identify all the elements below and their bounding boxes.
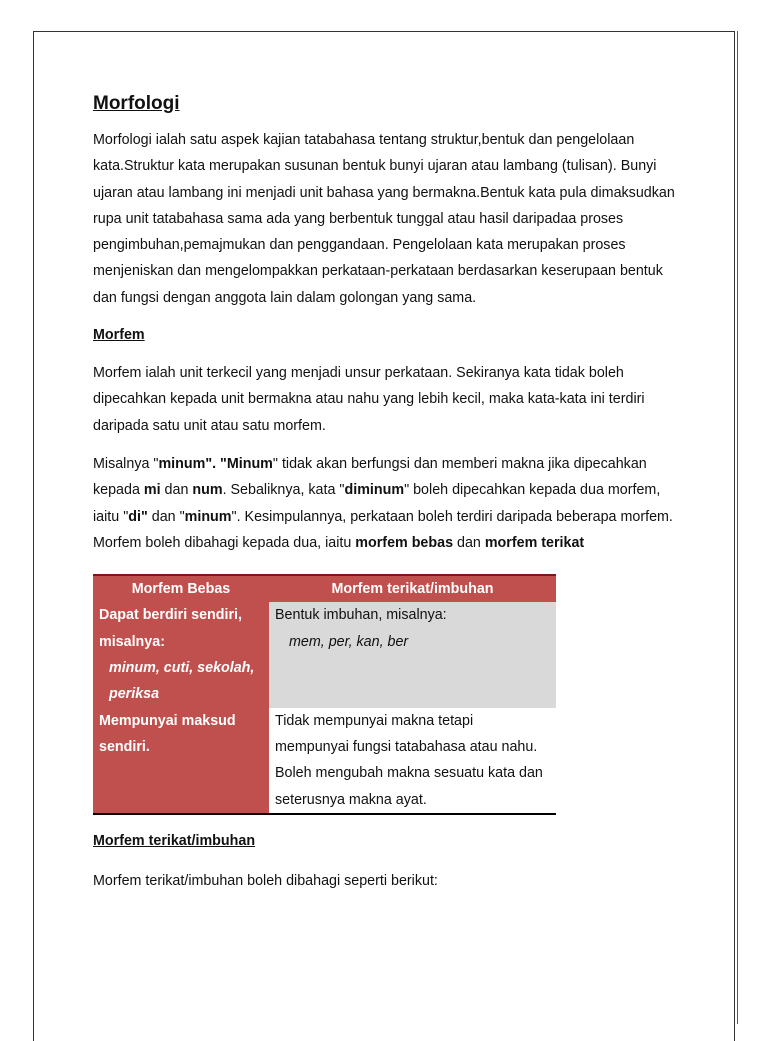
table-row [93,708,556,814]
table-header-bebas: Morfem Bebas [93,575,269,602]
document-content [93,92,683,894]
table-row [93,602,556,707]
morfem-heading: Morfem [93,327,145,344]
table-cell: Mempunyai maksud sendiri. [93,708,269,814]
morfem-table [93,574,556,815]
page-title: Morfologi [93,93,180,114]
table-cell: Bentuk imbuhan, misalnya: mem, per, kan, ber [269,602,556,707]
morfem-paragraph-2: Misalnya "minum". "Minum" tidak akan berfungsi dan memberi makna jika dipecahkan kepada mi dan num. Sebaliknya, kata "diminum" boleh dipecahkan kepada dua morfem, iaitu "di" dan "minum". Kesimpulannya, perkataan boleh terdiri daripada beberapa morfem. Morfem boleh dibahagi kepada dua, iaitu morfem bebas dan morfem terikat [93,455,673,551]
table-cell: Dapat berdiri sendiri, misalnya: minum, cuti, sekolah, periksa [93,602,269,707]
intro-paragraph: Morfologi ialah satu aspek kajian tatabahasa tentang struktur,bentuk dan pengelolaan kata.Struktur kata merupakan susunan bentuk bunyi ujaran atau lambang (tulisan). Bunyi ujaran atau lambang ini menjadi unit bahasa yang bermakna.Bentuk kata pula dimaksudkan rupa unit tatabahasa sama ada yang berbentuk tunggal atau hasil daripadaa proses pengimbuhan,pemajmukan dan penggandaan. Pengelolaan kata merupakan proses menjeniskan dan mengelompakkan perkataan-perkataan berdasarkan keserupaan bentuk dan fungsi dengan anggota lain dalam golongan yang sama. [93,132,675,306]
page-edge [737,31,738,1024]
table-header-terikat: Morfem terikat/imbuhan [269,575,556,602]
table-header-row [93,575,556,602]
morfem-paragraph-1: Morfem ialah unit terkecil yang menjadi unsur perkataan. Sekiranya kata tidak boleh dipecahkan kepada unit bermakna atau nahu yang lebih kecil, maka kata-kata ini terdiri daripada satu unit atau satu morfem. [93,365,645,434]
terikat-paragraph: Morfem terikat/imbuhan boleh dibahagi seperti berikut: [93,872,438,889]
terikat-heading: Morfem terikat/imbuhan [93,832,256,849]
table-cell: Tidak mempunyai makna tetapi mempunyai fungsi tatabahasa atau nahu. Boleh mengubah makna sesuatu kata dan seterusnya makna ayat. [269,708,556,814]
